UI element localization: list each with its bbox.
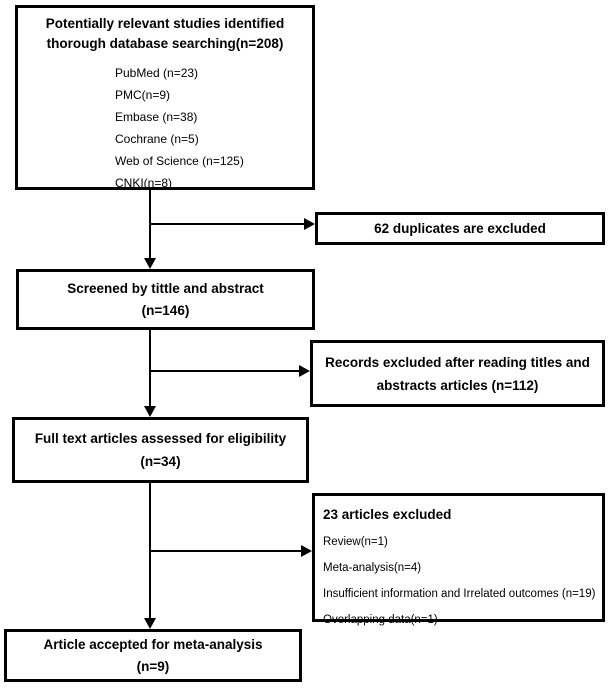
screening-line1: Screened by tittle and abstract [67, 280, 264, 296]
exclusion-reason-insufficient: Insufficient information and Irrelated outcomes (n=19) [323, 588, 596, 600]
accepted-count: (n=9) [136, 658, 170, 674]
identification-box [15, 5, 315, 190]
articles-excluded-reason-list [323, 529, 596, 633]
arrowhead-right-duplicates [304, 218, 315, 230]
duplicates-excluded-label: 62 duplicates are excluded [374, 220, 546, 236]
records-excluded-box [310, 340, 605, 407]
arrowhead-right-records [299, 365, 310, 377]
arrowhead-down-screened [144, 258, 156, 269]
accepted-line1: Article accepted for meta-analysis [43, 636, 263, 652]
full-text-line1: Full text articles assessed for eligibility [34, 431, 287, 446]
source-item-pmc: PMC(n=9) [115, 88, 171, 102]
arrowhead-down-fulltext [144, 406, 156, 417]
duplicates-excluded-box [315, 212, 605, 245]
connector-to-duplicates-excluded [150, 223, 304, 225]
connector-to-articles-excluded [150, 550, 301, 552]
full-text-count: (n=34) [140, 454, 181, 469]
source-item-pubmed: PubMed (n=23) [115, 66, 199, 80]
records-excluded-line2: abstracts articles (n=112) [376, 377, 539, 393]
identification-title-line2: thorough database searching(n=208) [46, 36, 284, 51]
arrowhead-down-accepted [144, 618, 156, 629]
connector-to-records-excluded [150, 370, 299, 372]
records-excluded-line1: Records excluded after reading titles and [325, 354, 590, 370]
exclusion-reason-meta-analysis: Meta-analysis(n=4) [323, 562, 422, 574]
screening-count: (n=146) [141, 302, 190, 318]
articles-excluded-box [312, 493, 605, 626]
articles-excluded-title: 23 articles excluded [323, 507, 452, 522]
identification-source-list [18, 62, 312, 194]
connector-screened-to-fulltext [149, 330, 151, 406]
accepted-box [4, 629, 302, 682]
exclusion-reason-review: Review(n=1) [323, 536, 388, 548]
identification-title-line1: Potentially relevant studies identified [45, 16, 285, 31]
source-item-web-of-science: Web of Science (n=125) [115, 154, 244, 168]
arrowhead-right-articles-excluded [301, 545, 312, 557]
articles-excluded-content [315, 496, 602, 633]
source-item-cochrane: Cochrane (n=5) [115, 132, 199, 146]
identification-title [18, 14, 312, 54]
exclusion-reason-overlapping: Overlapping data(n=1) [323, 614, 438, 626]
source-item-cnki: CNKI(n=8) [115, 176, 173, 190]
full-text-box [12, 417, 309, 483]
screening-box [16, 269, 315, 330]
source-item-embase: Embase (n=38) [115, 110, 198, 124]
